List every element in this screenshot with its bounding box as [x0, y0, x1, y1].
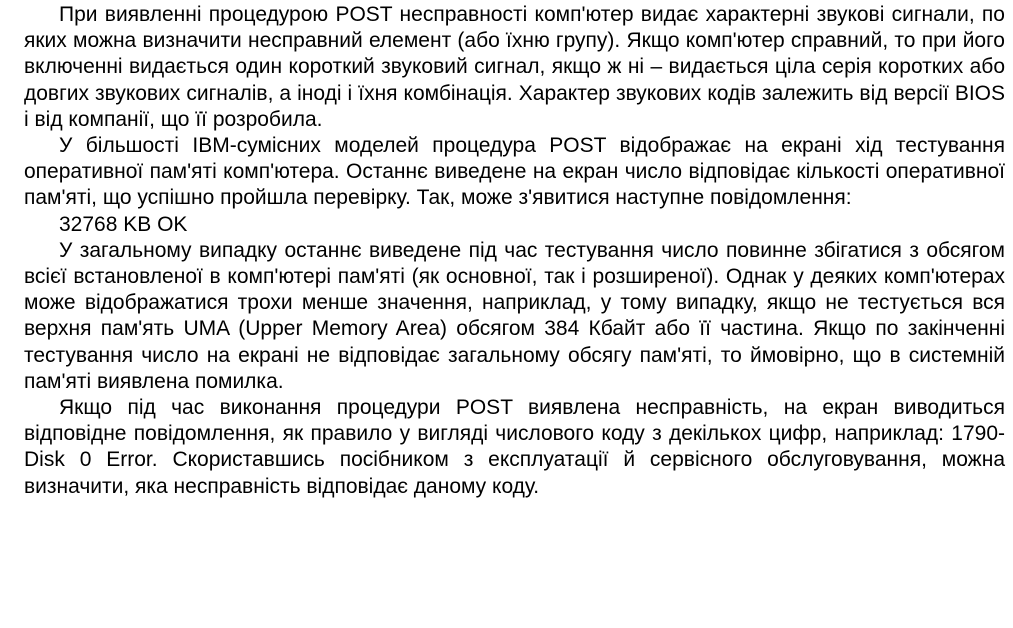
paragraph-post-beep-codes: При виявленні процедурою POST несправності комп'ютер видає характерні звукові сигнали, по яких можна визначити несправний елемент (або їхню групу). Якщо комп'ютер справний, то при його включенні видається один короткий звуковий сигнал, якщо ж ні – видається ціла серія коротких або довгих звукових сигналів, а іноді і їхня комбінація. Характер звукових кодів залежить від версії BIOS і від компанії, що її розробила. [24, 3, 1005, 131]
memory-test-message: 32768 KB OK [59, 212, 188, 236]
paragraph-memory-size-match: У загальному випадку останнє виведене під час тестування число повинне збігатися з обсягом всієї встановленої в комп'ютері пам'яті (як основної, так і розширеної). Однак у деяких комп'ютерах може відображатися трохи менше значення, наприклад, у тому випадку, якщо не тестується вся верхня пам'ять UMA (Upper Memory Area) обсягом 384 Кбайт або її частина. Якщо по закінченні тестування число на екрані не відповідає загальному обсягу пам'яті, то ймовірно, що в системній пам'яті виявлена помилка. [24, 238, 1005, 393]
paragraph-error-codes: Якщо під час виконання процедури POST виявлена несправність, на екран виводиться відповідне повідомлення, як правило у вигляді числового коду з декількох цифр, наприклад: 1790-Disk 0 Error. Скориставшись посібником з експлуатації й сервісного обслуговування, можна визначити, яка несправність відповідає даному коду. [24, 396, 1005, 498]
document-body [24, 2, 1005, 500]
paragraph-memory-test: У більшості IBM-сумісних моделей процедура POST відображає на екрані хід тестування оперативної пам'яті комп'ютера. Останнє виведене на екран число відповідає кількості оперативної пам'яті, що успішно пройшла перевірку. Так, може з'явитися наступне повідомлення: [24, 134, 1005, 210]
